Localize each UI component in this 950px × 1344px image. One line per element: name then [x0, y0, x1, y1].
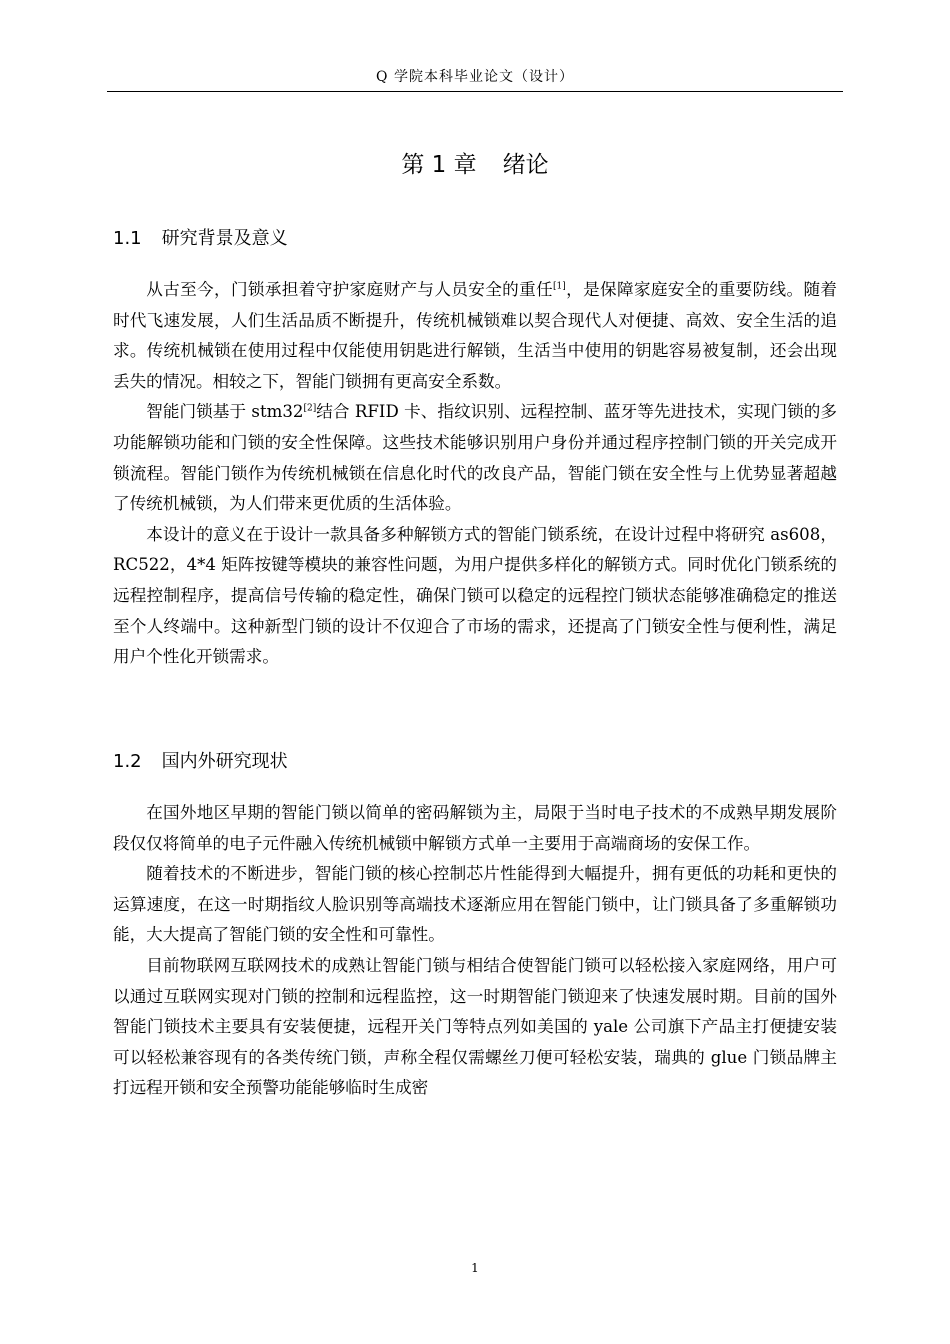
header-divider	[107, 91, 843, 92]
body-paragraph: 在国外地区早期的智能门锁以简单的密码解锁为主，局限于当时电子技术的不成熟早期发展阶段仅仅将简单的电子元件融入传统机械锁中解锁方式单一主要用于高端商场的安保工作。	[113, 803, 837, 853]
chapter-name: 绪论	[502, 152, 549, 178]
section-body-1-2	[113, 798, 837, 1104]
body-paragraph: 随着技术的不断进步，智能门锁的核心控制芯片性能得到大幅提升，拥有更低的功耗和更快的运算速度，在这一时期指纹人脸识别等高端技术逐渐应用在智能门锁中，让门锁具备了多重解锁功能，大大提高了智能门锁的安全性和可靠性。	[113, 864, 837, 945]
body-paragraph: 目前物联网互联网技术的成熟让智能门锁与相结合使智能门锁可以轻松接入家庭网络，用户可以通过互联网实现对门锁的控制和远程监控，这一时期智能门锁迎来了快速发展时期。目前的国外智能门锁技术主要具有安装便捷，远程开关门等特点列如美国的 yale 公司旗下产品主打便捷安装可以轻松兼容现有的各类传统门锁，声称全程仅需螺丝刀便可轻松安装，瑞典的 glue 门锁品牌主打远程开锁和安全预警功能能够临时生成密	[113, 955, 837, 1098]
running-header: Q 学院本科毕业论文（设计）	[376, 69, 574, 85]
section-title-text: 研究背景及意义	[161, 228, 288, 249]
body-paragraph: 从古至今，门锁承担着守护家庭财产与人员安全的重任[1]，是保障家庭安全的重要防线。随着时代飞速发展，人们生活品质不断提升，传统机械锁难以契合现代人对便捷、高效、安全生活的追求。传统机械锁在使用过程中仅能使用钥匙进行解锁，生活当中使用的钥匙容易被复制，还会出现丢失的情况。相较之下，智能门锁拥有更高安全系数。	[113, 280, 838, 391]
body-paragraph: 智能门锁基于 stm32[2]结合 RFID 卡、指纹识别、远程控制、蓝牙等先进技术，实现门锁的多功能解锁功能和门锁的安全性保障。这些技术能够识别用户身份并通过程序控制门锁的开关完成开锁流程。智能门锁作为传统机械锁在信息化时代的改良产品，智能门锁在安全性与上优势显著超越了传统机械锁，为人们带来更优质的生活体验。	[113, 402, 837, 514]
section-heading-1-2	[113, 747, 288, 773]
chapter-title	[0, 146, 950, 179]
body-paragraph: 本设计的意义在于设计一款具备多种解锁方式的智能门锁系统，在设计过程中将研究 as608，RC522，4*4 矩阵按键等模块的兼容性问题，为用户提供多样化的解锁方式。同时优化门锁系统的远程控制程序，提高信号传输的稳定性，确保门锁可以稳定的远程控门锁状态能够准确稳定的推送至个人终端中。这种新型门锁的设计不仅迎合了市场的需求，还提高了门锁安全性与便利性，满足用户个性化开锁需求。	[113, 524, 837, 667]
section-body-1-1	[113, 275, 837, 673]
section-title-text: 国内外研究现状	[161, 751, 288, 772]
section-number: 1.2	[113, 751, 142, 772]
citation-ref: [1]	[553, 281, 566, 292]
section-number: 1.1	[113, 228, 142, 249]
page-number: 1	[471, 1261, 479, 1275]
citation-ref: [2]	[303, 403, 317, 414]
section-heading-1-1	[113, 224, 288, 250]
chapter-number: 第 1 章	[401, 152, 477, 178]
